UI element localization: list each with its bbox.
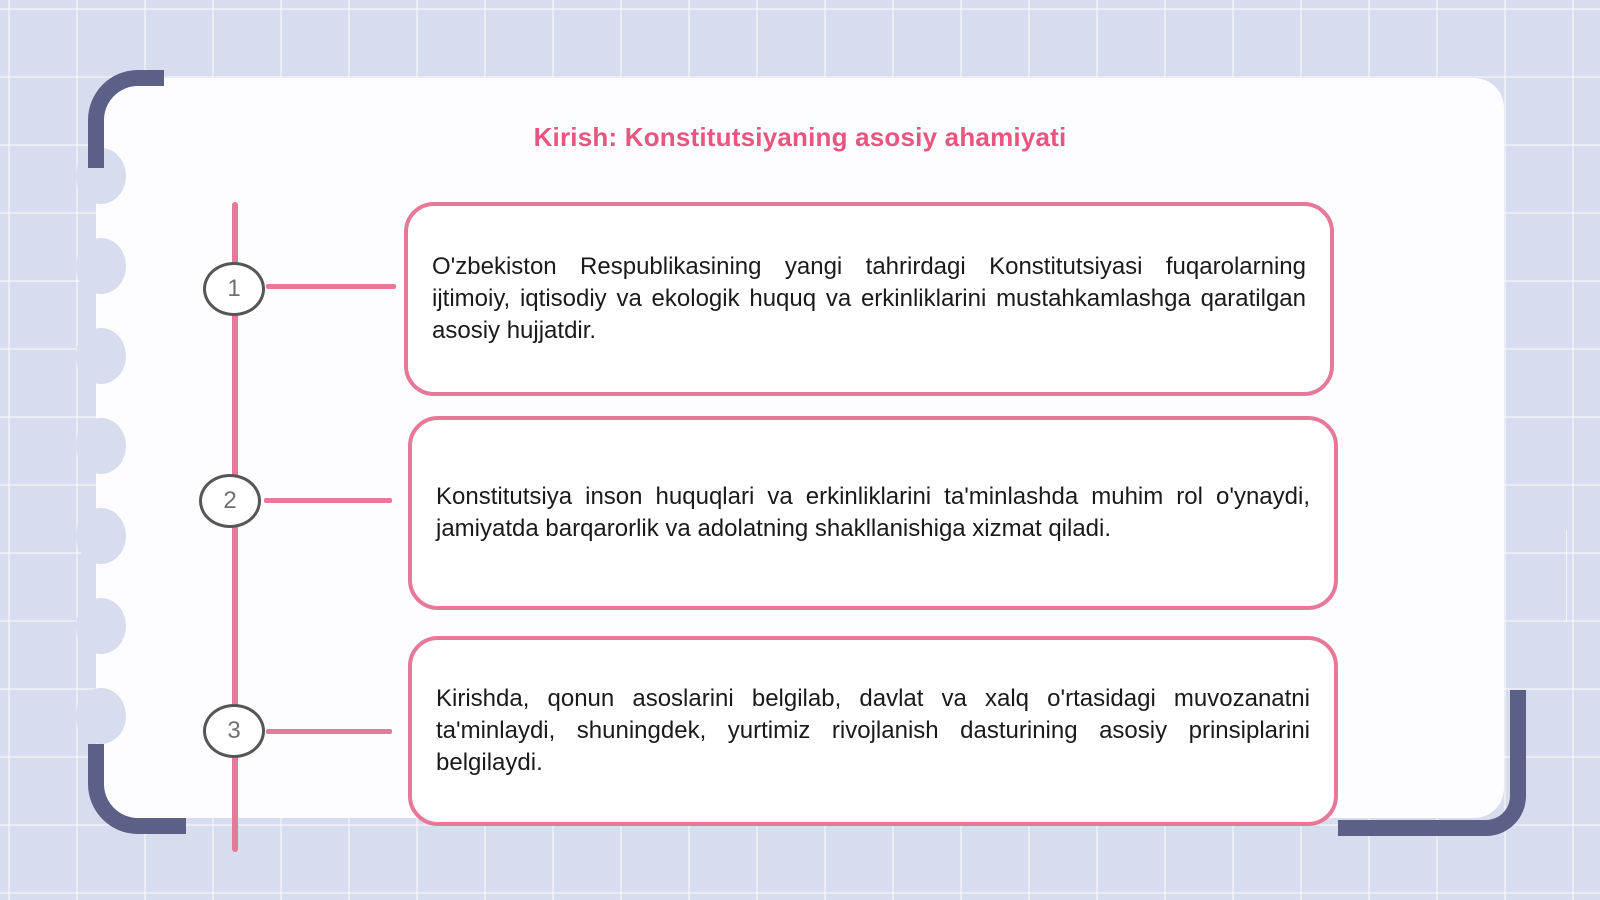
content-box-2 [408,416,1338,610]
content-text-3: Kirishda, qonun asoslarini belgilab, davlat va xalq o'rtasidagi muvozanatni ta'minlaydi, shuningdek, yurtimiz rivojlanish dasturining asosiy prinsiplarini belgilaydi. [436,685,1310,776]
corner-bracket-top-left [88,70,164,168]
timeline-connector-1 [266,284,396,289]
timeline-marker-2: 2 [199,474,261,528]
card-scallop [76,418,126,474]
background-grid-accent [1566,530,1567,622]
card-scallop [76,238,126,294]
timeline-connector-2 [264,498,392,503]
content-text-1: O'zbekiston Respublikasining yangi tahrirdagi Konstitutsiyasi fuqarolarning ijtimoiy, iqtisodiy va ekologik huquq va erkinliklarini mustahkamlashga qaratilgan asosiy hujjatdir. [432,253,1306,344]
content-box-1 [404,202,1334,396]
card-scallop [76,688,126,744]
timeline-marker-1: 1 [203,262,265,316]
card-scallop [76,508,126,564]
corner-bracket-bottom-left [88,744,186,834]
card-scallop [76,598,126,654]
timeline-marker-3: 3 [203,704,265,758]
card-scallop [76,328,126,384]
content-text-2: Konstitutsiya inson huquqlari va erkinliklarini ta'minlashda muhim rol o'ynaydi, jamiyatda barqarorlik va adolatning shakllanishiga xizmat qiladi. [436,483,1310,542]
slide-title: Kirish: Konstitutsiyaning asosiy ahamiyati [533,122,1067,152]
content-box-3 [408,636,1338,826]
corner-bracket-bottom-right [1338,690,1526,836]
timeline-connector-3 [266,729,392,734]
